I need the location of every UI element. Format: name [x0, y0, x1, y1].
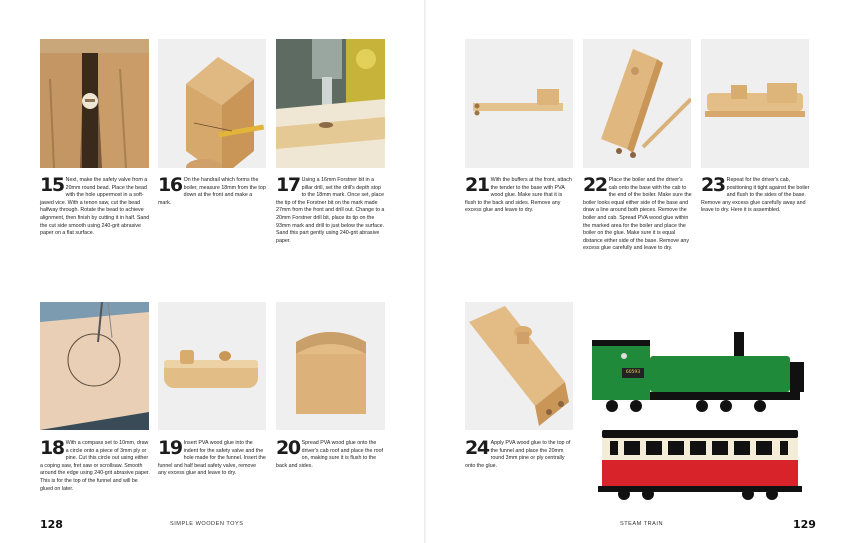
- running-head-right: STEAM TRAIN: [620, 521, 664, 527]
- photo-step-19: [158, 302, 266, 430]
- step-17: [276, 174, 386, 245]
- step-text: With the buffers at the front, attach the tender to the base with PVA wood glue. Make sure that it is flush to the back and sides. Remove any excess glue and leave to dry.: [465, 177, 572, 214]
- photo-step-17: [276, 39, 385, 168]
- spread-gutter: [424, 0, 426, 543]
- photo-step-15: [40, 39, 149, 168]
- step-text: Place the boiler and the driver's cab onto the base with the cab to the end of the boiler. Make sure the boiler looks equal either side of the base and draw a line around both pieces. Remove the boiler and cab. Spread PVA wood glue within the marked area for the boiler and place the boiler on the glue. Make sure it is equal distance either side of the base. Remove any excess glue carefully and leave to dry.: [583, 177, 692, 252]
- step-number: 18: [40, 437, 64, 459]
- step-text: Spread PVA wood glue onto the driver's cab roof and place the roof on, making sure it is flush to the back and sides.: [276, 440, 384, 469]
- step-text: Repeat for the driver's cab, positioning it tight against the boiler and flush to the sides of the base. Remove any excess glue carefully away and leave to dry. Here it is assembled.: [701, 177, 810, 214]
- step-text: With a compass set to 10mm, draw a circle onto a piece of 3mm ply or pine. Cut this circle out using either a coping saw, fret saw or scrollsaw. Smooth around the edge using 240-grit abrasive paper. This is for the top of the funnel and will be glued on later.: [40, 440, 150, 492]
- page-number-left: 128: [40, 518, 63, 531]
- step-number: 22: [583, 174, 607, 196]
- photo-step-22: [583, 39, 691, 168]
- photo-step-21: [465, 39, 573, 168]
- locomotive-number-plate: 60593: [625, 370, 641, 375]
- page-number-right: 129: [793, 518, 816, 531]
- photo-step-23: [701, 39, 809, 168]
- step-23: [701, 174, 810, 215]
- step-number: 24: [465, 437, 489, 459]
- step-text: Insert PVA wood glue into the indent for the safety valve and the hole made for the funnel. Insert the funnel and half bead safety valve, remove any excess glue and leave to dry.: [158, 440, 266, 477]
- step-number: 20: [276, 437, 300, 459]
- photo-finished-locomotive: [584, 322, 812, 414]
- step-text: Using a 16mm Forstner bit in a pillar drill, set the drill's depth stop to the 18mm mark. Once set, place the tip of the Forstner bit on the mark made 27mm from the front and drill out. Change to a 20mm Forstner drill bit, place its tip on the 93mm mark and drill to just below the surface. Sand this part gently using 240-grit abrasive paper.: [276, 177, 385, 244]
- photo-step-24: [465, 302, 573, 430]
- photo-step-16: [158, 39, 266, 168]
- step-number: 16: [158, 174, 182, 196]
- step-22: [583, 174, 692, 253]
- step-text: On the handrail which forms the boiler, measure 18mm from the top down at the front and make a mark.: [158, 177, 266, 206]
- photo-finished-carriage: [584, 424, 812, 502]
- step-number: 23: [701, 174, 725, 196]
- step-text: Next, make the safety valve from a 20mm round bead. Place the bead with the hole uppermost in a soft-jawed vice. With a tenon saw, cut the bead halfway through. Rotate the bead to achieve alignment, then finish by cutting it in half. Sand the cut side smooth using 240-grit abrasive paper on a flat surface.: [40, 177, 150, 237]
- step-19: [158, 437, 266, 478]
- running-head-left: SIMPLE WOODEN TOYS: [170, 521, 244, 527]
- step-number: 17: [276, 174, 300, 196]
- step-text: Apply PVA wood glue to the top of the funnel and place the 20mm round 3mm pine or ply centrally onto the glue.: [465, 440, 571, 469]
- step-20: [276, 437, 386, 470]
- step-number: 21: [465, 174, 489, 196]
- step-number: 15: [40, 174, 64, 196]
- photo-step-20: [276, 302, 385, 430]
- step-number: 19: [158, 437, 182, 459]
- step-24: [465, 437, 574, 470]
- step-21: [465, 174, 574, 215]
- step-18: [40, 437, 150, 493]
- photo-step-18: [40, 302, 149, 430]
- step-15: [40, 174, 150, 238]
- step-16: [158, 174, 266, 207]
